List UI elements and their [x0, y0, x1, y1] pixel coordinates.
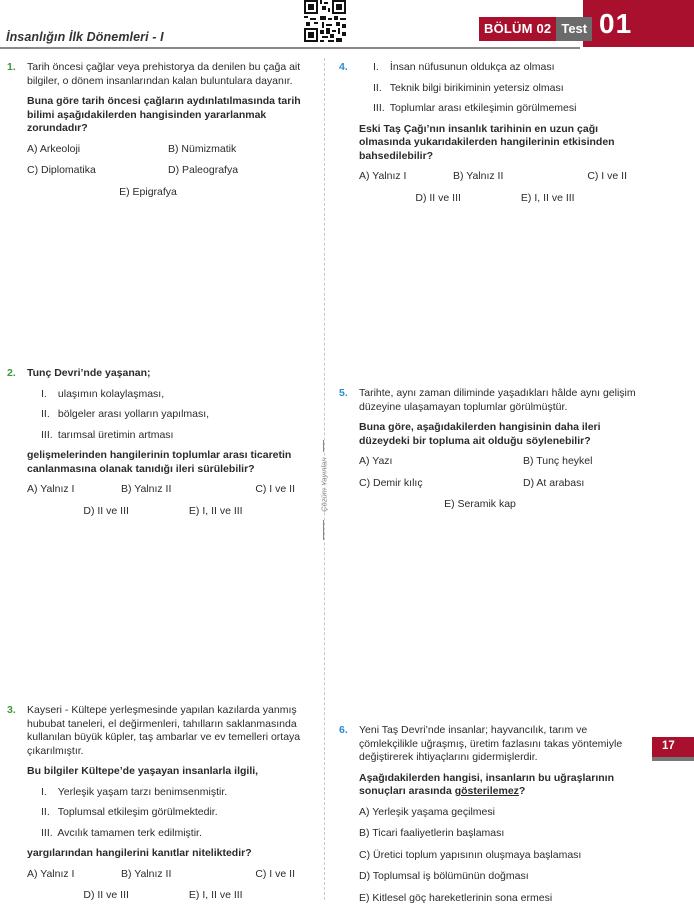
option-b[interactable]: B) Yalnız II — [453, 170, 504, 182]
statement-item: I. Yerleşik yaşam tarzı benimsenmiştir. — [41, 785, 228, 798]
statement-item: III. Toplumlar arası etkileşimin görülmemesi — [373, 102, 577, 114]
section-label: BÖLÜM 02 — [479, 17, 556, 41]
option-e[interactable]: E) Seramik kap — [444, 498, 516, 510]
option-d[interactable]: D) Paleografya — [168, 164, 239, 176]
test-number: 01 — [599, 8, 633, 39]
statement-item: II. Teknik bilgi birikiminin yetersiz olması — [373, 81, 564, 94]
option-c[interactable]: C) I ve II — [255, 867, 295, 880]
page-title: İnsanlığın İlk Dönemleri - I — [6, 30, 164, 44]
option-b[interactable]: B) Yalnız II — [121, 483, 172, 495]
option-a[interactable]: A) Yazı — [359, 455, 393, 467]
underlined-keyword: gösterilemez — [454, 785, 519, 797]
option-a[interactable]: A) Arkeoloji — [27, 142, 81, 155]
option-d[interactable]: D) II ve III — [83, 889, 129, 901]
publisher-name: Çözüm Yayınları — [319, 457, 329, 512]
test-label: Test — [556, 17, 592, 41]
question-stem-intro: Bu bilgiler Kültepe’de yaşayan insanlarla ilgili, — [27, 765, 259, 777]
question-5 — [339, 387, 641, 512]
statement-item: I. ulaşımın kolaylaşması, — [41, 387, 165, 400]
question-stem: Eski Taş Çağı’nın insanlık tarihinin en uzun çağı olmasında yukarıdakilerden hangilerinin etkisinden bahsedilebilir? — [359, 122, 615, 162]
question-number: 6. — [339, 724, 348, 736]
option-d[interactable]: D) II ve III — [83, 504, 129, 517]
qr-code-icon[interactable] — [304, 0, 346, 42]
option-e[interactable]: E) I, II ve III — [188, 504, 243, 517]
option-e[interactable]: E) Kitlesel göç hareketlerinin sona ermesi — [359, 891, 553, 904]
statement-item: I. İnsan nüfusunun oldukça az olması — [373, 61, 555, 73]
option-b[interactable]: B) Yalnız II — [121, 867, 172, 880]
option-b[interactable]: B) Nümizmatik — [168, 142, 237, 155]
publisher-watermark — [316, 440, 332, 530]
page-number-badge — [652, 737, 694, 761]
statement-item: III. tarımsal üretimin artması — [41, 428, 174, 441]
option-c[interactable]: C) Demir kılıç — [359, 476, 423, 489]
page-number: 17 — [662, 740, 675, 752]
question-intro: Tarih öncesi çağlar veya prehistorya da denilen bu çağa ait bilgiler, o dönem insanlarından kalan buluntulara dayanır. — [27, 61, 301, 87]
question-number: 1. — [7, 61, 16, 73]
test-number-badge — [583, 0, 694, 47]
question-4 — [339, 61, 641, 205]
option-e[interactable]: E) I, II ve III — [188, 889, 243, 901]
statement-item: II. bölgeler arası yolların yapılması, — [41, 408, 210, 420]
question-number: 4. — [339, 61, 348, 73]
question-2 — [7, 367, 309, 518]
question-intro: Tunç Devri’nde yaşanan; — [27, 367, 151, 379]
question-intro: Yeni Taş Devri’nde insanlar; hayvancılık, tarım ve çömlekçilikle uğraşmış, üretim fazlasını takas yöntemiyle değiştirerek ihtiyaçlarını gidermişlerdir. — [359, 724, 623, 763]
option-b[interactable]: B) Tunç heykel — [523, 455, 593, 467]
option-d[interactable]: D) II ve III — [415, 191, 461, 204]
question-stem: Buna göre tarih öncesi çağların aydınlatılmasında tarih bilimi aşağıdakilerden hangisinden yararlanmak zorundadır? — [27, 95, 301, 134]
question-number: 2. — [7, 367, 16, 379]
option-b[interactable]: B) Ticari faaliyetlerin başlaması — [359, 827, 505, 839]
question-1 — [7, 61, 309, 199]
question-3 — [7, 704, 309, 903]
header-rule — [0, 47, 580, 49]
question-number: 3. — [7, 704, 16, 716]
question-stem: Buna göre, aşağıdakilerden hangisinin daha ileri düzeydeki bir topluma ait olduğu söylenebilir? — [359, 421, 601, 447]
question-intro: Tarihte, aynı zaman diliminde yaşadıkları hâlde aynı gelişim düzeyine ulaşamayan toplumlar görülmüştür. — [359, 387, 636, 413]
option-c[interactable]: C) I ve II — [587, 170, 627, 182]
option-d[interactable]: D) At arabası — [523, 476, 585, 489]
option-c[interactable]: C) I ve II — [255, 483, 295, 495]
question-stem: Aşağıdakilerden hangisi, insanların bu uğraşlarının sonuçları arasında gösterilemez? — [359, 771, 614, 797]
divider-line — [323, 520, 324, 540]
question-stem: gelişmelerinden hangilerinin toplumlar arası ticaretin canlanmasına olanak tanıdığı ileri sürülebilir? — [27, 449, 292, 475]
question-stem: yargılarından hangilerini kanıtlar niteliktedir? — [27, 847, 252, 859]
question-6 — [339, 724, 649, 913]
question-intro: Kayseri - Kültepe yerleşmesinde yapılan kazılarda yanmış hububat taneleri, el değirmenleri, tahılların saklanmasında kullanılan büyük küpler, taş ambarlar ve ev temelleri ortaya çıkarılmıştır. — [27, 704, 301, 757]
statement-item: III. Avcılık tamamen terk edilmiştir. — [41, 826, 202, 839]
option-e[interactable]: E) I, II ve III — [520, 191, 575, 204]
section-badge — [479, 17, 592, 41]
option-e[interactable]: E) Epigrafya — [119, 185, 177, 198]
statement-item: II. Toplumsal etkileşim görülmektedir. — [41, 806, 218, 818]
option-a[interactable]: A) Yalnız I — [27, 867, 75, 880]
option-c[interactable]: C) Diplomatika — [27, 164, 96, 176]
option-a[interactable]: A) Yalnız I — [27, 483, 75, 495]
option-c[interactable]: C) Üretici toplum yapısının oluşmaya başlaması — [359, 848, 582, 861]
option-a[interactable]: A) Yalnız I — [359, 170, 407, 182]
question-number: 5. — [339, 387, 348, 399]
option-d[interactable]: D) Toplumsal iş bölümünün doğması — [359, 870, 529, 882]
option-a[interactable]: A) Yerleşik yaşama geçilmesi — [359, 805, 495, 818]
